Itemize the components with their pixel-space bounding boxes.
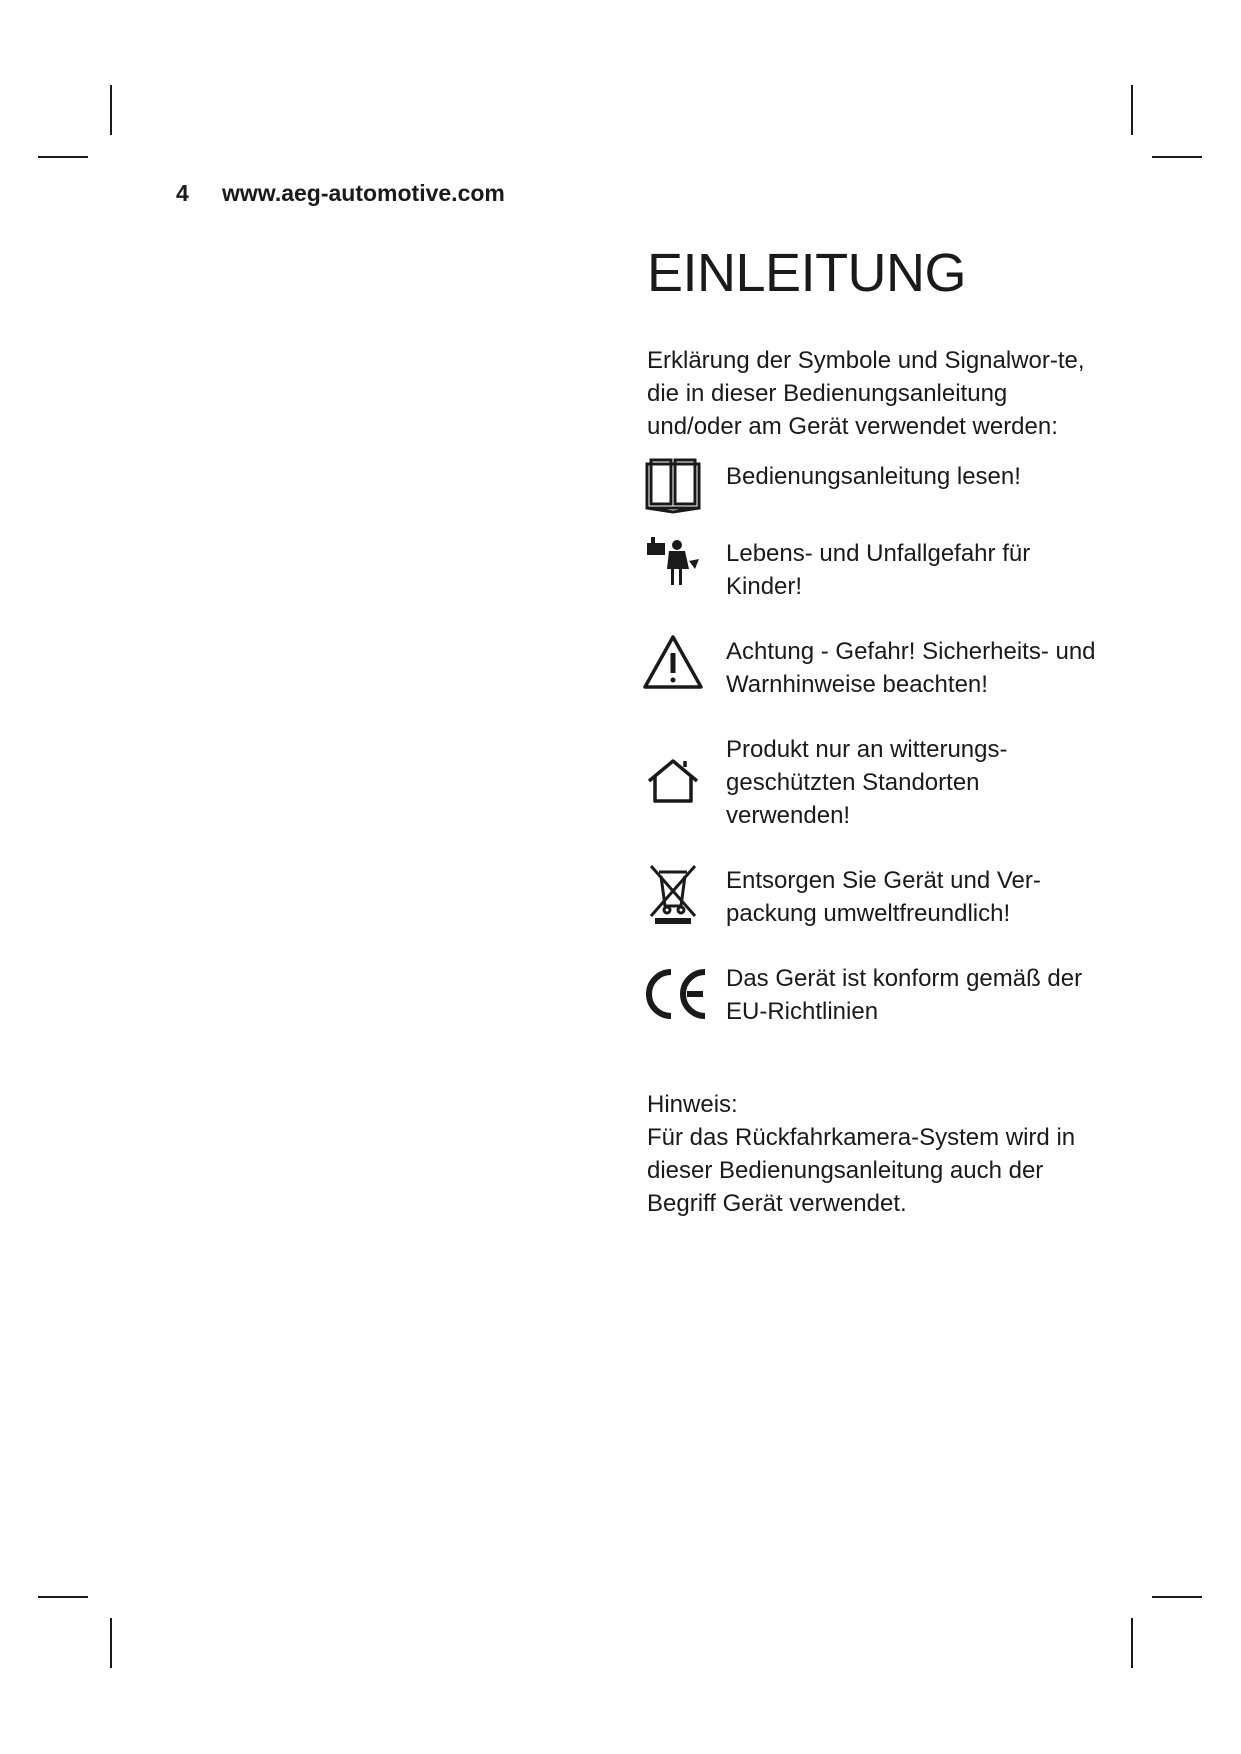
crop-mark (110, 1618, 112, 1668)
crop-mark (38, 1596, 88, 1598)
symbol-text: Bedienungsanleitung lesen! (726, 463, 1021, 490)
symbol-text: Achtung - Gefahr! Sicherheits- und Warnhinweise beachten! (726, 638, 1096, 698)
page-title: EINLEITUNG (647, 243, 967, 303)
symbol-text: Lebens- und Unfallgefahr für Kinder! (726, 540, 1031, 600)
crop-mark (1131, 1618, 1133, 1668)
note (647, 1088, 1087, 1220)
crop-mark (38, 156, 88, 158)
page-header (176, 180, 505, 207)
crossed-bin-icon (641, 860, 705, 924)
crop-mark (110, 85, 112, 135)
note-text: Für das Rückfahrkamera-System wird in dieser Bedienungsanleitung auch der Begriff Gerät verwendet. (647, 1124, 1076, 1217)
note-label: Hinweis: (647, 1091, 738, 1118)
book-icon (641, 454, 705, 518)
website-url[interactable]: www.aeg-automotive.com (222, 180, 505, 206)
ce-mark-icon (641, 962, 711, 1026)
intro-text: Erklärung der Symbole und Signalwor-te, die in dieser Bedienungsanleitung und/oder am Gerät verwendet werden: (647, 347, 1085, 440)
symbol-text: Entsorgen Sie Gerät und Ver-packung umweltfreundlich! (726, 867, 1041, 927)
symbol-text: Das Gerät ist konform gemäß der EU-Richtlinien (726, 965, 1083, 1025)
house-icon (641, 749, 705, 813)
warning-triangle-icon (641, 631, 705, 695)
page-number: 4 (176, 180, 189, 206)
crop-mark (1152, 156, 1202, 158)
child-danger-icon (641, 533, 705, 597)
crop-mark (1131, 85, 1133, 135)
crop-mark (1152, 1596, 1202, 1598)
symbol-text: Produkt nur an witterungs-geschützten Standorten verwenden! (726, 736, 1008, 829)
main-content (647, 240, 1096, 1217)
